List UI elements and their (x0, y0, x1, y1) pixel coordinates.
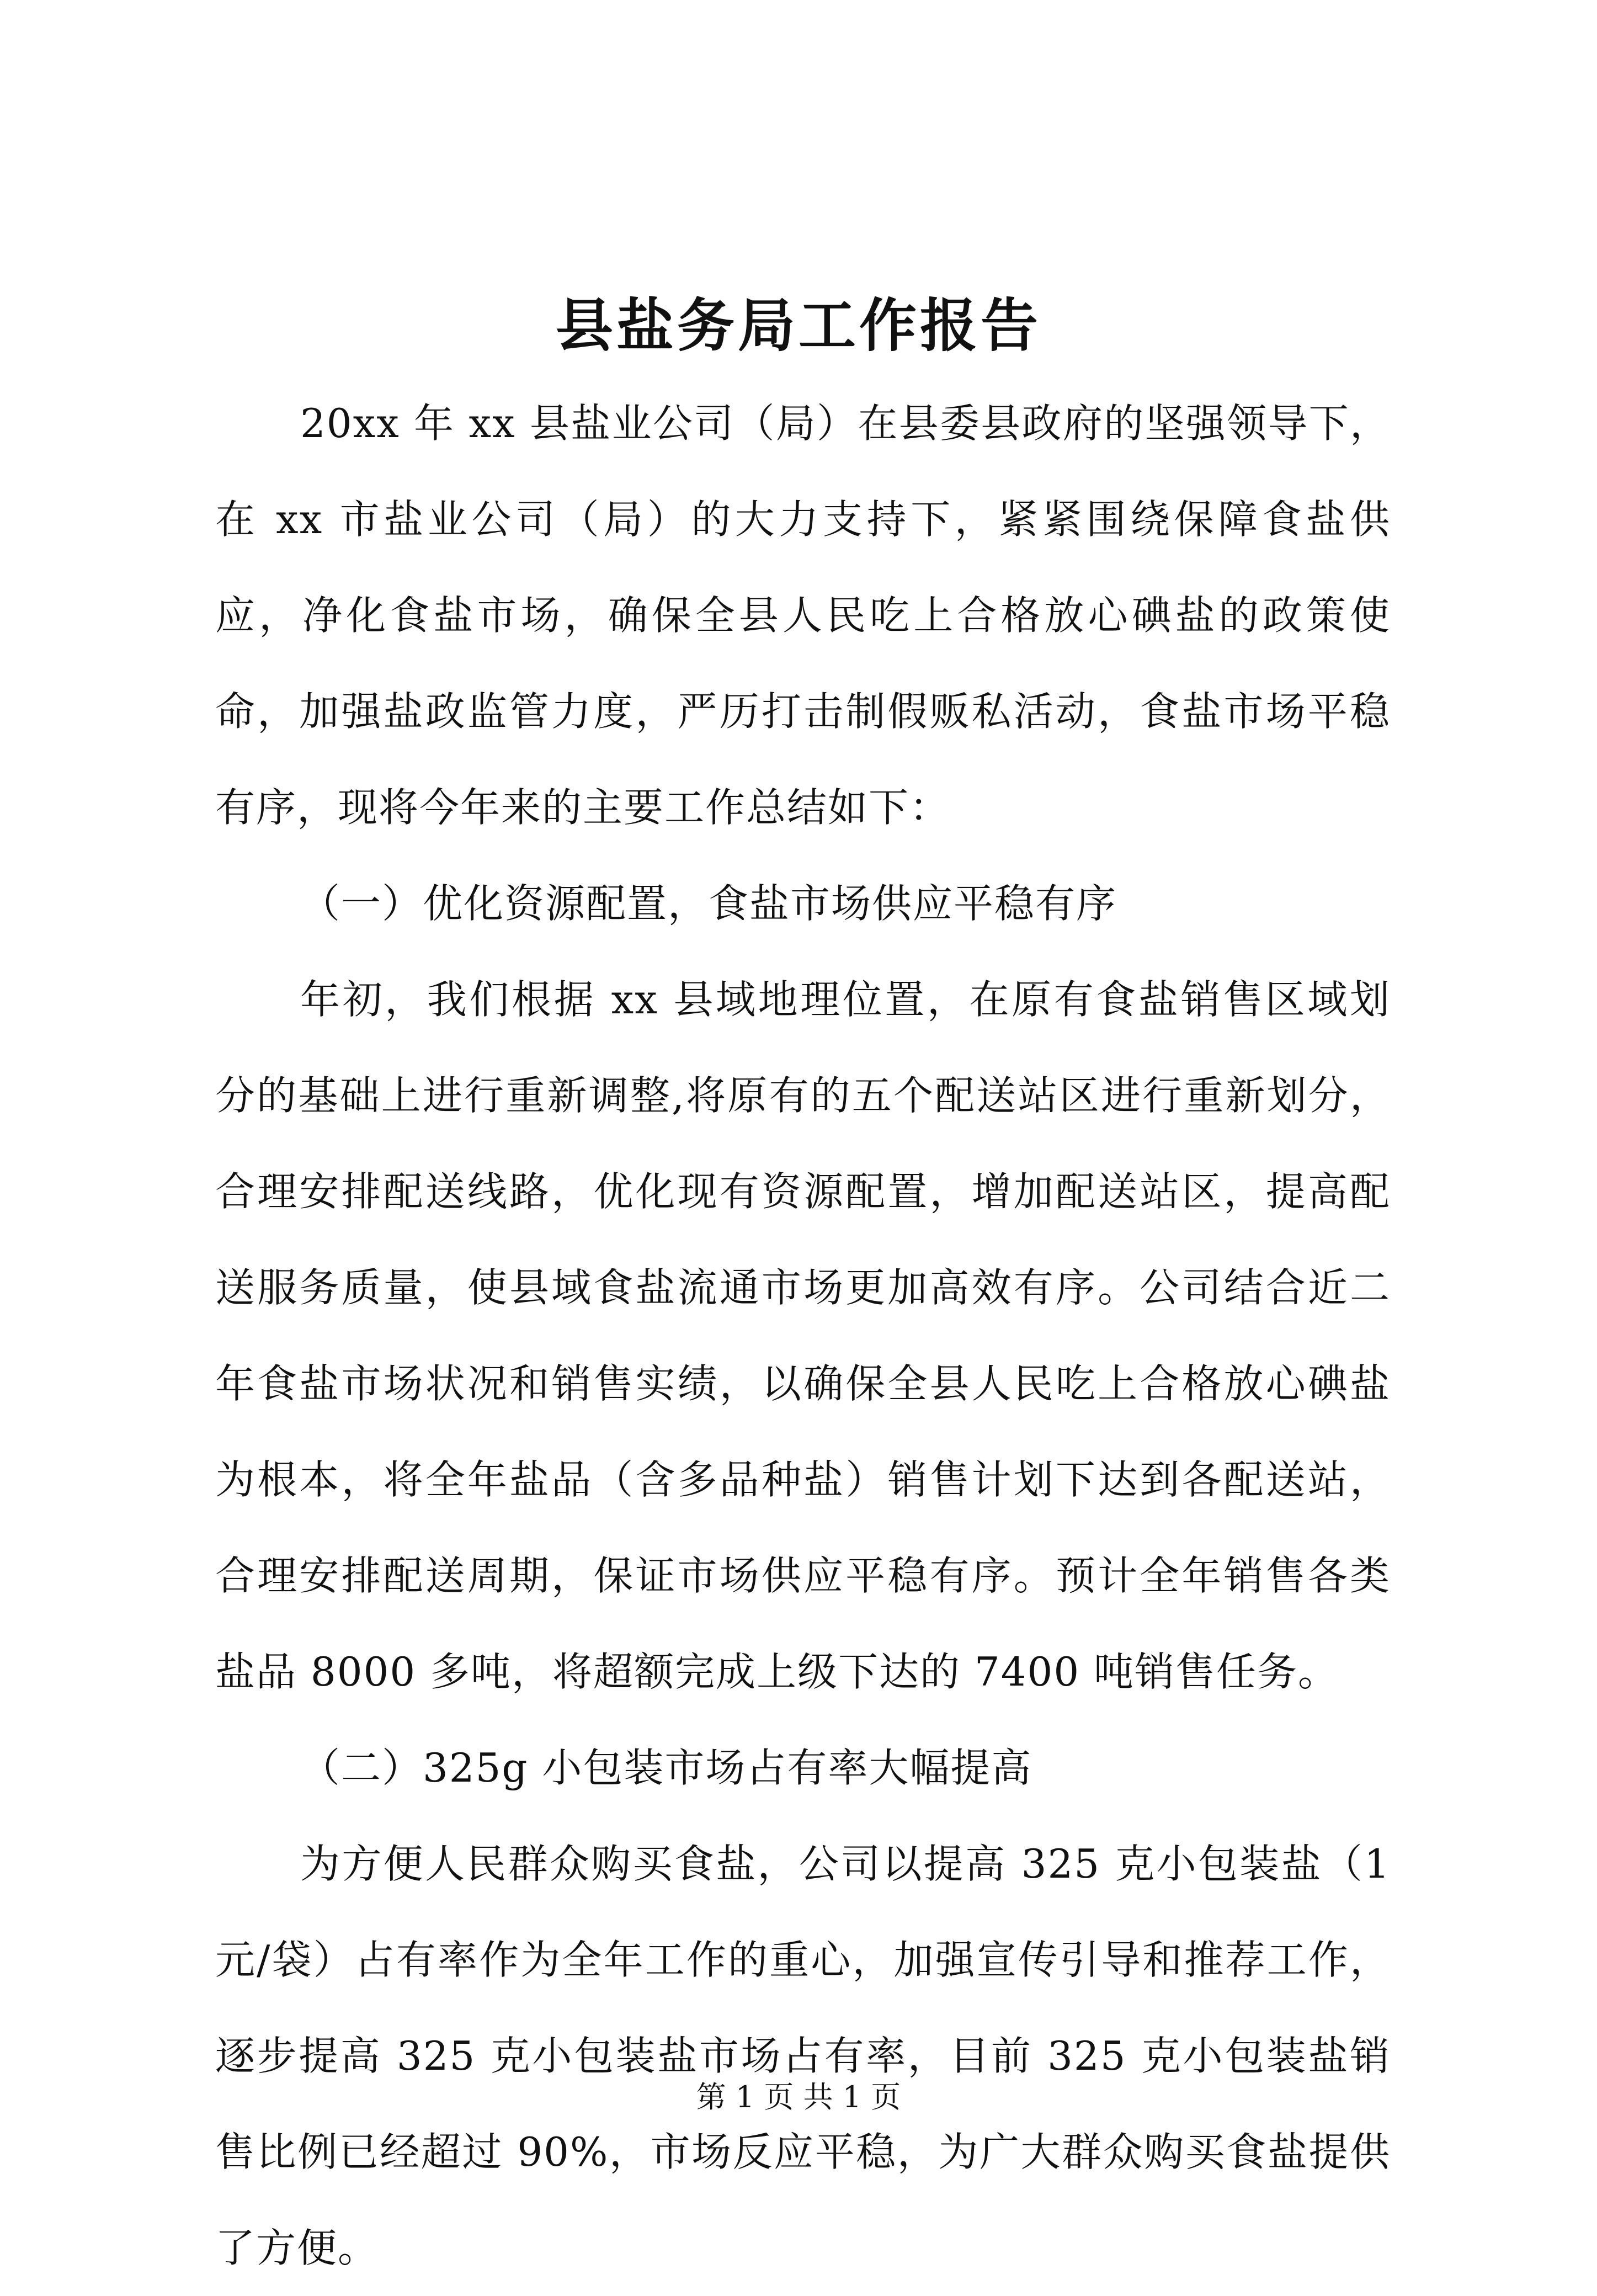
section-2-paragraph: 为方便人民群众购买食盐，公司以提高 325 克小包装盐（1元/袋）占有率作为全年工作的重心，加强宣传引导和推荐工作，逐步提高 325 克小包装盐市场占有率，目前 325 克小包装盐销售比例已经超过 90%，市场反应平稳，为广大群众购买食盐提供了方便。 (215, 1841, 1391, 2271)
document-body (215, 375, 1391, 2296)
intro-paragraph: 20xx 年 xx 县盐业公司（局）在县委县政府的坚强领导下，在 xx 市盐业公司（局）的大力支持下，紧紧围绕保障食盐供应，净化食盐市场，确保全县人民吃上合格放心碘盐的政策使命，加强盐政监管力度，严历打击制假贩私活动，食盐市场平稳有序，现将今年来的主要工作总结如下： (215, 400, 1391, 831)
section-heading-2: （二）325g 小包装市场占有率大幅提高 (300, 1745, 1032, 1791)
section-heading-1: （一）优化资源配置，食盐市场供应平稳有序 (300, 880, 1117, 927)
document-title: 县盐务局工作报告 (555, 291, 1041, 359)
page-footer: 第 1 页 共 1 页 (696, 2080, 901, 2114)
section-1-paragraph: 年初，我们根据 xx 县域地理位置，在原有食盐销售区域划分的基础上进行重新调整,将原有的五个配送站区进行重新划分，合理安排配送线路，优化现有资源配置，增加配送站区，提高配送服务质量，使县域食盐流通市场更加高效有序。公司结合近二年食盐市场状况和销售实绩，以确保全县人民吃上合格放心碘盐为根本，将全年盐品（含多品种盐）销售计划下达到各配送站，合理安排配送周期，保证市场供应平稳有序。预计全年销售各类盐品 8000 多吨，将超额完成上级下达的 7400 吨销售任务。 (215, 976, 1391, 1695)
